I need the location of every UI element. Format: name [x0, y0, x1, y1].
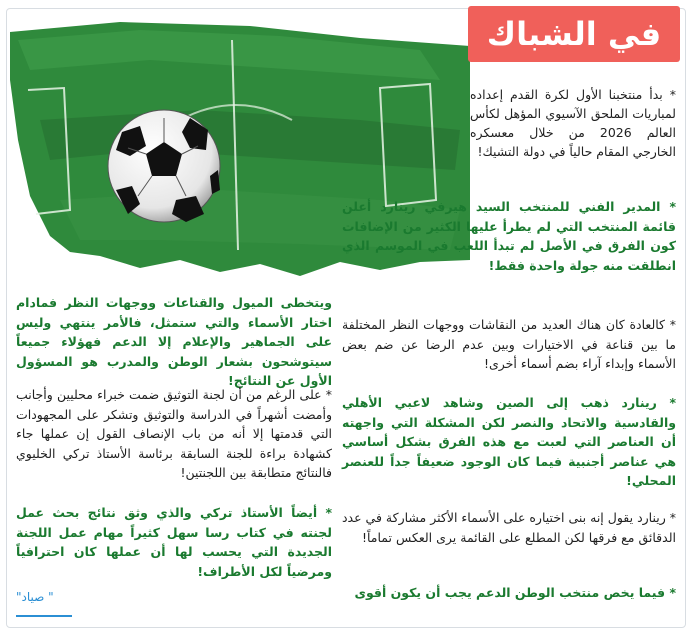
right-paragraph-4: * رينارد ذهب إلى الصين وشاهد لاعبي الأهلي والقادسية والاتحاد والنصر لكن المشكلة التي واجهته أن العناصر التي لعبت مع هذه الفرق بشكل أساسي هي عناصر أجنبية فيما كان الوجود ضعيفاً جداً للعنصر المحلي!: [342, 395, 676, 488]
left-paragraph-3: * أيضاً الأستاذ تركي والذي وثق نتائج بحث عمل لجنته في كتاب رسا سهل كثيراً مهام عمل اللجنة الجديدة التي يحسب لها أن عملها كان احترافياً ومرضياً لكل الأطراف!: [16, 505, 332, 579]
right-paragraph-6: * فيما يخص منتخب الوطن الدعم يجب أن يكون أقوى: [354, 585, 676, 600]
page-title: في الشباك: [468, 6, 680, 62]
right-paragraph-3: * كالعادة كان هناك العديد من النقاشات ووجهات النظر المختلفة ما بين قناعة في الاختيارات وبين عدم الرضا عن ضم بعض الأسماء وإبداء آراء بضم أسماء أخرى!: [342, 317, 676, 371]
byline-underline: [16, 615, 72, 617]
left-paragraph-2: * على الرغم من أن لجنة التوثيق ضمت خبراء محليين وأجانب وأمضت أشهراً في الدراسة والتوثيق وتشكر على المجهودات التي قدمتها إلا أنه من باب الإنصاف القول إن عملها جاء كشهادة براءة للجنة السابقة برئاسة الأستاذ تركي الخليوي فالنتائج متطابقة بين اللجنتين!: [16, 387, 332, 480]
right-paragraph-1: * بدأ منتخبنا الأول لكرة القدم إعداده لمباريات الملحق الآسيوي المؤهل لكأس العالم 2026 من خلال معسكره الخارجي المقام حالياً في دولة التشيك!: [470, 87, 676, 159]
left-paragraph-1: ويتخطى الميول والقناعات ووجهات النظر فمادام اختار الأسماء والتي ستمثل، فالأمر ينتهي وليس على الجماهير والإعلام إلا الدعم فهؤلاء جميعاً سيتوشحون بشعار الوطن والمدرب هو المسؤول الأول عن النتائج!: [16, 295, 332, 388]
football-icon: [108, 110, 220, 222]
author-byline: " صياد": [16, 590, 54, 604]
right-paragraph-5: * رينارد يقول إنه بنى اختياره على الأسماء الأكثر مشاركة في عدد الدقائق مع فرقها لكن المطلع على القائمة يرى العكس تماماً!: [341, 510, 676, 545]
right-paragraph-2: * المدير الفني للمنتخب السيد هيرفي رينارد أعلن قائمة المنتخب التي لم يطرأ عليها الكثير من الإضافات كون الفرق في الأصل لم تبدأ اللعب في الموسم الذي انطلقت منه جولة واحدة فقط!: [342, 199, 676, 273]
